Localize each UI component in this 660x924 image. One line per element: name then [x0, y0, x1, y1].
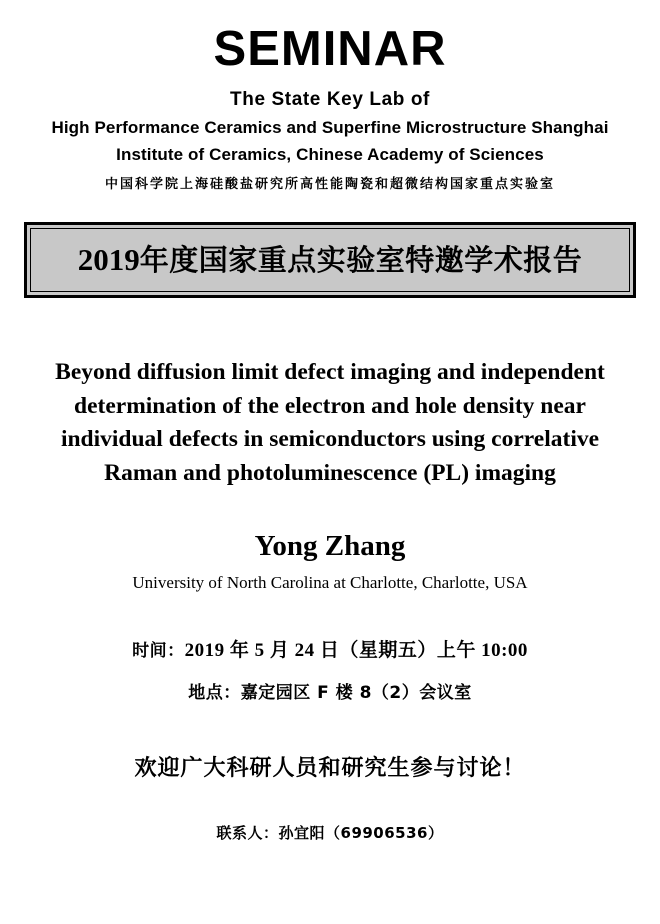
lab-affiliation-block: [10, 89, 650, 165]
talk-title-line-4: Raman and photoluminescence (PL) imaging: [104, 459, 556, 486]
banner-inner: [30, 228, 630, 292]
page-title: SEMINAR: [213, 22, 447, 76]
lab-line-2: High Performance Ceramics and Superfine Microstructure Shanghai: [51, 118, 609, 138]
contact-info: 联系人：孙宜阳（69906536）: [216, 823, 444, 842]
seminar-place: [10, 678, 650, 703]
welcome-message: 欢迎广大科研人员和研究生参与讨论！: [134, 755, 526, 781]
speaker-affiliation: University of North Carolina at Charlotte, Charlotte, USA: [132, 572, 528, 592]
logistics-block: [10, 635, 650, 703]
time-label: 时间：: [132, 640, 185, 661]
talk-title-line-3: individual defects in semiconductors using correlative: [60, 426, 600, 453]
time-value: 2019 年 5 月 24 日（星期五）上午 10:00: [184, 639, 528, 661]
lab-line-1: The State Key Lab of: [230, 89, 430, 111]
seminar-poster: [0, 24, 660, 924]
banner-text: 年度国家重点实验室特邀学术报告: [139, 243, 583, 278]
place-label: 地点：: [188, 682, 241, 703]
banner-box: [24, 222, 636, 298]
banner-year: 2019: [77, 242, 140, 278]
talk-title: [10, 356, 650, 489]
seminar-time: [10, 635, 650, 662]
place-value: 嘉定园区 F 楼 8（2）会议室: [240, 682, 472, 703]
talk-title-line-1: Beyond diffusion limit defect imaging and independent: [55, 359, 605, 386]
speaker-name: Yong Zhang: [254, 529, 406, 562]
lab-line-chinese: 中国科学院上海硅酸盐研究所高性能陶瓷和超微结构国家重点实验室: [104, 177, 555, 193]
lab-line-3: Institute of Ceramics, Chinese Academy of Sciences: [116, 145, 544, 165]
talk-title-line-2: determination of the electron and hole density near: [74, 392, 586, 419]
